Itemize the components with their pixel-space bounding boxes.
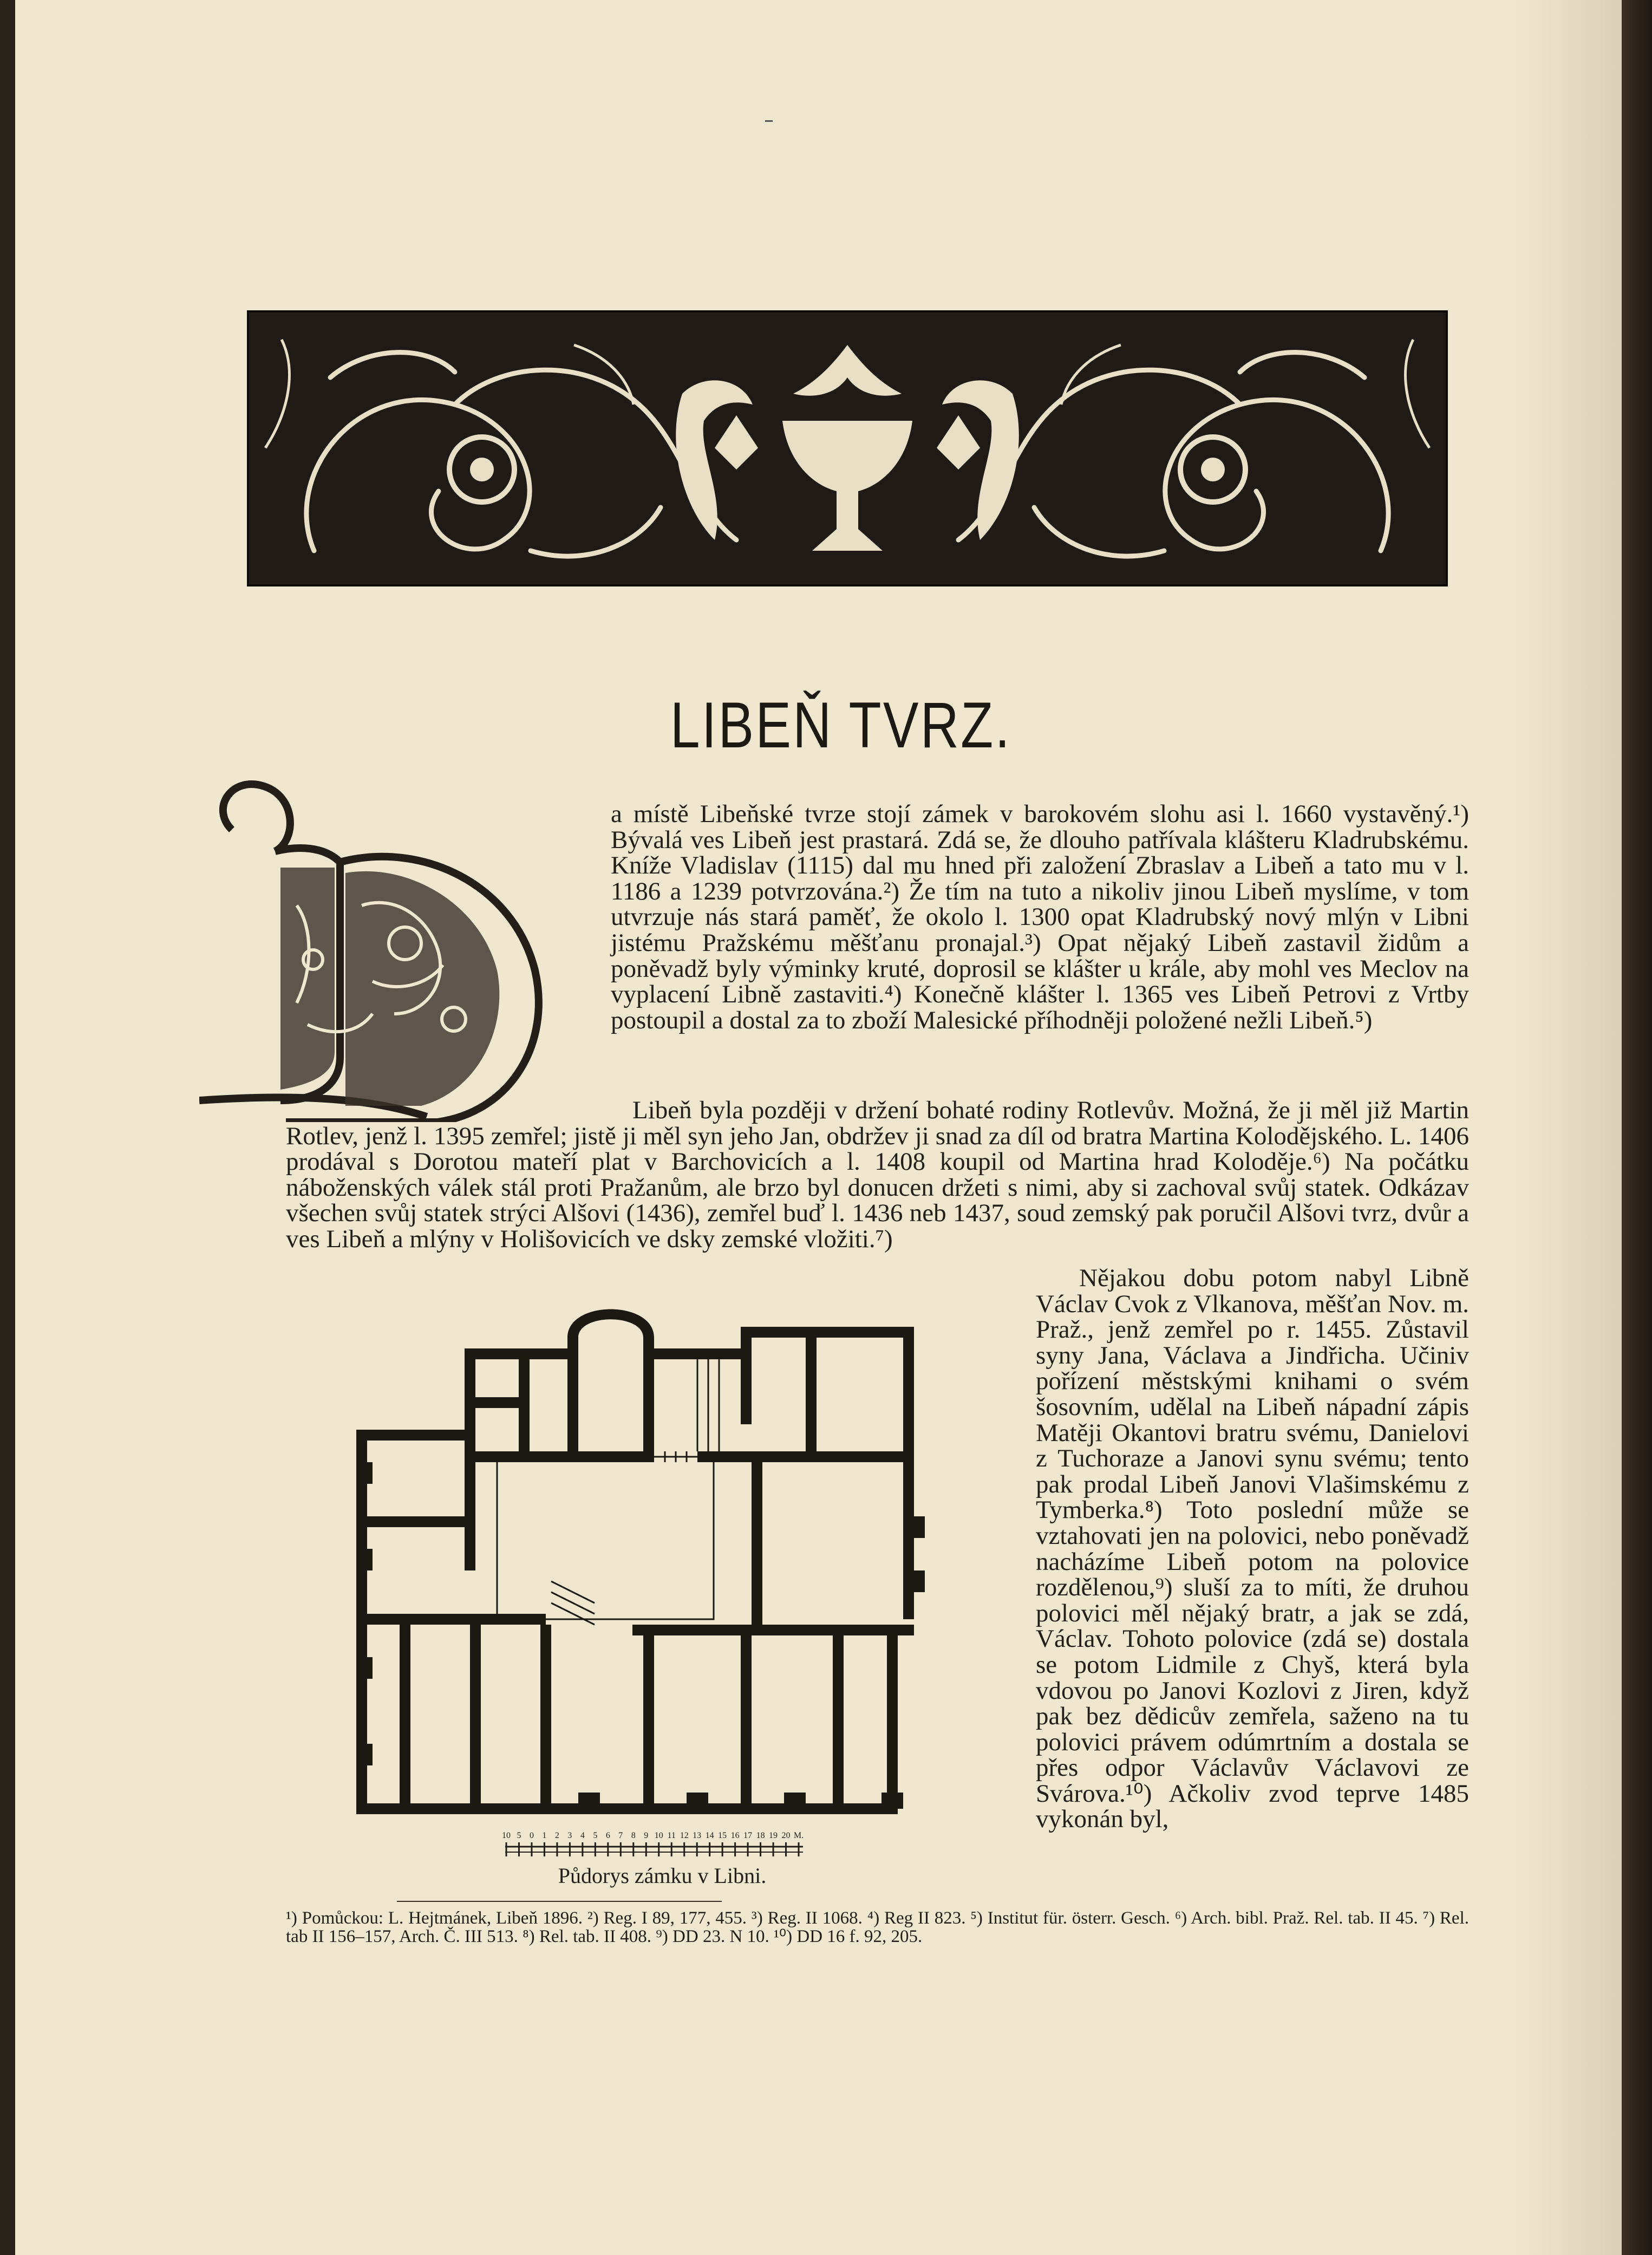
scale-label: 20 — [781, 1831, 791, 1840]
page-title: LIBEŇ TVRZ. — [670, 689, 1012, 761]
scale-label: 16 — [730, 1831, 740, 1840]
scale-label: 14 — [705, 1831, 714, 1840]
scale-label: 5 — [517, 1831, 521, 1840]
scale-bar-icon — [500, 1825, 819, 1863]
scale-label: 12 — [680, 1831, 689, 1840]
decorated-initial-n-icon — [199, 765, 611, 1122]
scale-label: 8 — [631, 1831, 636, 1840]
paragraph-2 — [286, 1098, 1469, 1253]
scale-label: 15 — [718, 1831, 727, 1840]
paragraph-1-text: a místě Libeňské tvrze stojí zámek v barokovém slohu asi l. 1660 vystavěný.¹) Bývalá ves Libeň jest prastará. Zdá se, že dlouho patřívala klášteru Kladrubskému. Kníže Vladislav (1115) dal mu hned při založení Zbraslav a Libeň a tato mu v l. 1186 a 1239 potvrzována.²) Že tím na tuto a nikoliv jinou Libeň myslíme, v tom utvrzuje nás stará paměť, že okolo l. 1300 opat Kladrubský nový mlýn v Libni jistému Pražskému měšťanu pronajal.³) Opat nějaký Libeň zastavil židům a poněvadž byly výminky kruté, doprosil se klášter u krále, aby mohl ves Meclov na vyplacení Libně zastaviti.⁴) Konečně klášter l. 1365 ves Libeň Petrovi z Vrtby postoupil a dostal za to zboží Malesické příhodněji položené nežli Libeň.⁵) — [611, 800, 1469, 1034]
scale-label: 10 — [654, 1831, 663, 1840]
floor-plan-icon — [318, 1289, 1033, 1847]
scale-label: 19 — [769, 1831, 778, 1840]
scale-label: 11 — [667, 1831, 676, 1840]
scale-label: 6 — [605, 1831, 610, 1840]
scale-label: 9 — [644, 1831, 649, 1840]
scale-label: M. — [793, 1831, 804, 1840]
footnotes: ¹) Pomůckou: L. Hejtmánek, Libeň 1896. ²) Reg. I 89, 177, 455. ³) Reg. II 1068. ⁴) Reg II 823. ⁵) Institut für. österr. Gesch. ⁶) Arch. bibl. Praž. Rel. tab. II 45. ⁷) Rel. tab II 156–157, Arch. Č. III 513. ⁸) Rel. tab. II 408. ⁹) DD 23. N 10. ¹⁰) DD 16 f. 92, 205. — [286, 1908, 1469, 1946]
paragraph-2-text: Libeň byla později v držení bohaté rodiny Rotlevův. Možná, že ji měl již Martin Rotlev, jenž l. 1395 zemřel; jistě ji měl syn jeho Jan, obdržev ji snad za díl od bratra Martina Kolodějského. L. 1406 prodával s Dorotou mateří plat v Barchovicích a l. 1408 koupil od Martina hrad Koloděje.⁶) Na počátku náboženských válek stál proti Pražanům, ale brzo byl donucen držeti s nimi, aby si zachoval svůj statek. Odkázav všechen svůj statek strýci Alšovi (1436), zemřel buď l. 1436 neb 1437, soud zemský pak poručil Alšovi tvrz, dvůr a ves Libeň a mlýny v Holišovicích ve dsky zemské vložiti.⁷) — [286, 1096, 1469, 1253]
scale-label: 13 — [693, 1831, 702, 1840]
book-spine — [1622, 0, 1652, 2255]
figure-caption: Půdorys zámku v Libni. — [558, 1863, 767, 1888]
ornamental-vignette-icon — [249, 312, 1446, 584]
page-shade — [1514, 0, 1622, 2255]
scale-label: 4 — [580, 1831, 585, 1840]
scale-label: 2 — [554, 1831, 559, 1840]
paragraph-3-text: Nějakou dobu potom nabyl Libně Václav Cvok z Vlkanova, měšťan Nov. m. Praž., jenž zemřel po r. 1455. Zůstavil syny Jana, Václava a Jindřicha. Učiniv pořízení městskými knihami o svém šosovním, udělal na Libeň nápadní zápis Matěji Okantovi bratru svému, Danielovi z Tuchoraze a Janovi synu svému; tento pak prodal Libeň Janovi Vlašimskému z Tymberka.⁸) Toto poslední může se vztahovati jen na polovici, nebo poněvadž nacházíme Libeň potom na polovice rozdělenou,⁹) sluší za to míti, že druhou polovici měl nějaký bratr, a jak se zdá, Václav. Tohoto polovice (zdá se) dostala se potom Lidmile z Chyš, která byla vdovou po Janovi Kozlovi z Jiren, když pak bez dědicův zemřela, saženo na tu polovici právem odúmrtním a dostala se přes odpor Václavův Václavovi ze Svárova.¹⁰) Ačkoliv zvod teprve 1485 vykonán byl, — [1036, 1264, 1469, 1834]
book-page — [15, 0, 1622, 2255]
scale-label: 1 — [542, 1831, 547, 1840]
paragraph-3 — [1036, 1266, 1469, 1833]
scale-label: 18 — [756, 1831, 765, 1840]
scale-label: 5 — [593, 1831, 598, 1840]
footnote-rule — [397, 1901, 722, 1902]
paragraph-1 — [611, 801, 1469, 1033]
scale-label: 10 — [502, 1831, 511, 1840]
ornamental-vignette — [247, 310, 1448, 586]
scale-label: 0 — [529, 1831, 534, 1840]
scale-label: 17 — [743, 1831, 753, 1840]
scale-label: 7 — [618, 1831, 623, 1840]
scale-label: 3 — [567, 1831, 572, 1840]
printer-mark — [765, 120, 773, 122]
